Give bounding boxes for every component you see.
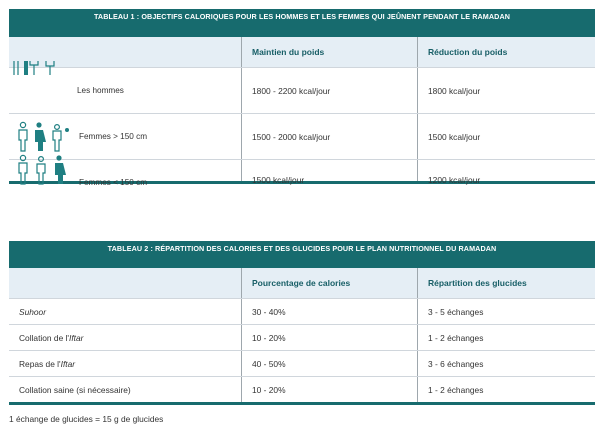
table-row [9, 67, 595, 113]
men-group-icon [10, 61, 64, 82]
row-calories-cell: 30 - 40% [241, 299, 417, 324]
row-label: Femmes < 150 cm [79, 178, 148, 187]
table-2-title: TABLEAU 2 : RÉPARTITION DES CALORIES ET DES GLUCIDES POUR LE PLAN NUTRITIONNEL DU RAMADAN [9, 241, 595, 268]
women-group-icon [17, 154, 71, 186]
row-glucides-cell: 3 - 6 échanges [417, 351, 595, 376]
row-calories-cell: 10 - 20% [241, 377, 417, 402]
table-2-header-glucides: Répartition des glucides [417, 268, 595, 298]
row-maintien-cell: 1800 - 2200 kcal/jour [241, 68, 417, 113]
table-1-header-reduction: Réduction du poids [417, 37, 595, 67]
table-row [9, 113, 595, 159]
row-glucides-cell: 1 - 2 échanges [417, 377, 595, 402]
row-label: Femmes > 150 cm [79, 132, 148, 141]
table-row [9, 159, 595, 187]
row-label-cell: Collation de l' Iftar [19, 332, 84, 343]
table-row [9, 350, 595, 376]
table-row [9, 376, 595, 402]
row-label-cell [9, 114, 241, 159]
row-reduction-cell: 1800 kcal/jour [417, 68, 595, 113]
row-label-cell: Repas de l' Iftar [19, 358, 76, 369]
row-label-cell [9, 160, 241, 187]
row-glucides-cell: 3 - 5 échanges [417, 299, 595, 324]
table-row [9, 298, 595, 324]
row-reduction-cell: 1500 kcal/jour [417, 114, 595, 159]
row-maintien-cell: 1500 kcal/jour [241, 160, 417, 181]
mixed-group-icon [17, 121, 71, 153]
table-1 [9, 9, 595, 187]
row-label-cell: Suhoor [19, 306, 47, 317]
row-label-cell: Collation saine (si nécessaire) [19, 384, 131, 395]
row-calories-cell: 10 - 20% [241, 325, 417, 350]
table-1-title: TABLEAU 1 : OBJECTIFS CALORIQUES POUR LES HOMMES ET LES FEMMES QUI JEÛNENT PENDANT LE RAMADAN [9, 9, 595, 37]
row-label: Les hommes [77, 86, 124, 95]
row-glucides-cell: 1 - 2 échanges [417, 325, 595, 350]
table-2-bottom-rule [9, 402, 595, 405]
table-2-header-calories: Pourcentage de calories [241, 268, 417, 298]
table-2-header [9, 268, 595, 298]
table-1-header-maintien: Maintien du poids [241, 37, 417, 67]
table-row [9, 324, 595, 350]
table-2 [9, 241, 595, 405]
row-calories-cell: 40 - 50% [241, 351, 417, 376]
row-reduction-cell: 1200 kcal/jour [417, 160, 595, 181]
table-1-header [9, 37, 595, 67]
footnote: 1 échange de glucides = 15 g de glucides [9, 414, 164, 424]
row-maintien-cell: 1500 - 2000 kcal/jour [241, 114, 417, 159]
